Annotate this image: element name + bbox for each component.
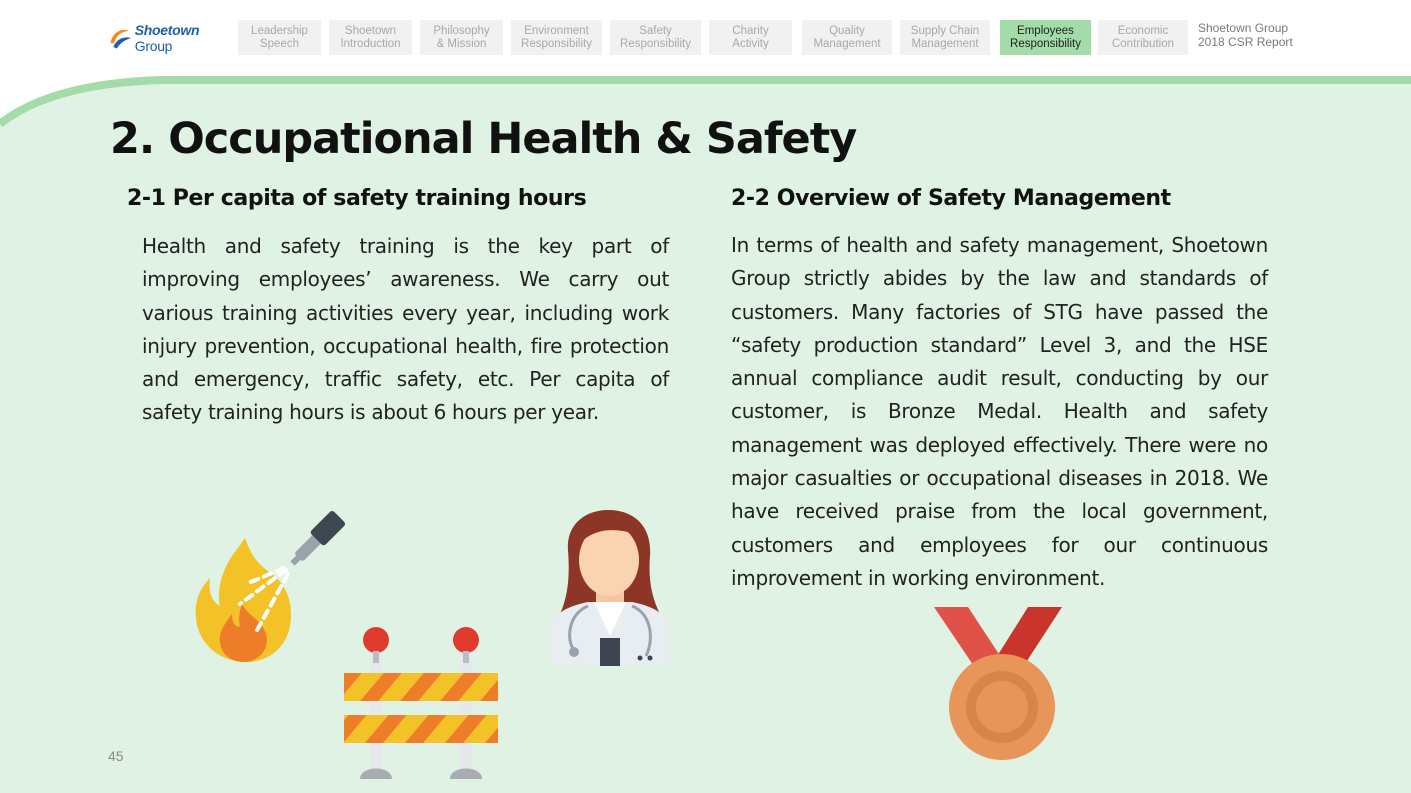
tab-supply-chain-management[interactable]	[900, 20, 990, 55]
tab-label-line2: Contribution	[1111, 37, 1174, 50]
company-logo[interactable]	[108, 22, 228, 54]
tab-label-line1: Safety	[639, 24, 672, 37]
fire-extinguishing-icon	[190, 508, 350, 666]
doctor-icon	[548, 510, 672, 666]
logo-text	[135, 22, 228, 54]
page-title: 2. Occupational Health & Safety	[110, 114, 857, 164]
section-heading-training-hours: 2-1 Per capita of safety training hours	[127, 186, 587, 211]
tab-economic-contribution[interactable]	[1098, 20, 1188, 55]
tab-employees-responsibility[interactable]	[1000, 20, 1091, 55]
tab-label-line1: Employees	[1017, 24, 1074, 37]
tab-label-line1: Shoetown	[344, 24, 397, 37]
section-body-training-hours: Health and safety training is the key part of improving employees’ awareness. We carry out various training activities every year, including work injury prevention, occupational health, fire protection and emergency, traffic safety, etc. Per capita of safety training hours is about 6 hours per year.	[142, 234, 669, 425]
tab-label-line1: Environment	[524, 24, 589, 37]
tab-label-line2: Management	[813, 37, 881, 50]
tab-label-line2: Speech	[259, 37, 299, 50]
tab-label-line2: Responsibility	[1010, 37, 1081, 50]
report-label-line2: 2018 CSR Report	[1198, 34, 1293, 49]
tab-label-line1: Supply Chain	[910, 24, 980, 37]
tab-label-line2: Responsibility	[521, 37, 592, 50]
tab-quality-management[interactable]	[802, 20, 892, 55]
report-label	[1198, 22, 1308, 49]
tab-safety-responsibility[interactable]	[610, 20, 701, 55]
report-label-line1: Shoetown Group	[1198, 21, 1289, 35]
tab-label-line2: Management	[911, 37, 979, 50]
section-heading-safety-management: 2-2 Overview of Safety Management	[731, 186, 1171, 211]
tab-label-line1: Charity	[732, 24, 769, 37]
road-barrier-icon	[344, 625, 500, 779]
logo-text-part-1: Shoe	[134, 22, 168, 38]
logo-text-part-2: town	[167, 22, 200, 38]
tab-label-line2: & Mission	[436, 37, 487, 50]
tab-label-line1: Economic	[1117, 24, 1169, 37]
tab-leadership-speech[interactable]	[238, 20, 321, 55]
tab-charity-activity[interactable]	[709, 20, 792, 55]
page-number: 45	[108, 748, 124, 764]
tab-label-line2: Responsibility	[620, 37, 691, 50]
tab-label-line1: Quality	[829, 24, 865, 37]
tab-environment-responsibility[interactable]	[511, 20, 602, 55]
tab-label-line2: Introduction	[340, 37, 401, 50]
tab-label-line1: Philosophy	[433, 24, 490, 37]
tab-shoetown-introduction[interactable]	[329, 20, 412, 55]
tab-label-line2: Activity	[732, 37, 769, 50]
logo-swirl-icon	[108, 24, 133, 52]
logo-text-part-3: Group	[134, 38, 173, 54]
tab-label-line1: Leadership	[251, 24, 308, 37]
bronze-medal-icon	[934, 607, 1066, 763]
tab-philosophy-mission[interactable]	[420, 20, 503, 55]
section-body-safety-management: In terms of health and safety management, Shoetown Group strictly abides by the law and standards of customers. Many factories of STG have passed the “safety production standard” Level 3, and the HSE annual compliance audit result, conducting by our customer, is Bronze Medal. Health and safety management was deployed effectively. There were no major casualties or occupational diseases in 2018. We have received praise from the local government, customers and employees for our continuous improvement in working environment.	[731, 233, 1268, 590]
